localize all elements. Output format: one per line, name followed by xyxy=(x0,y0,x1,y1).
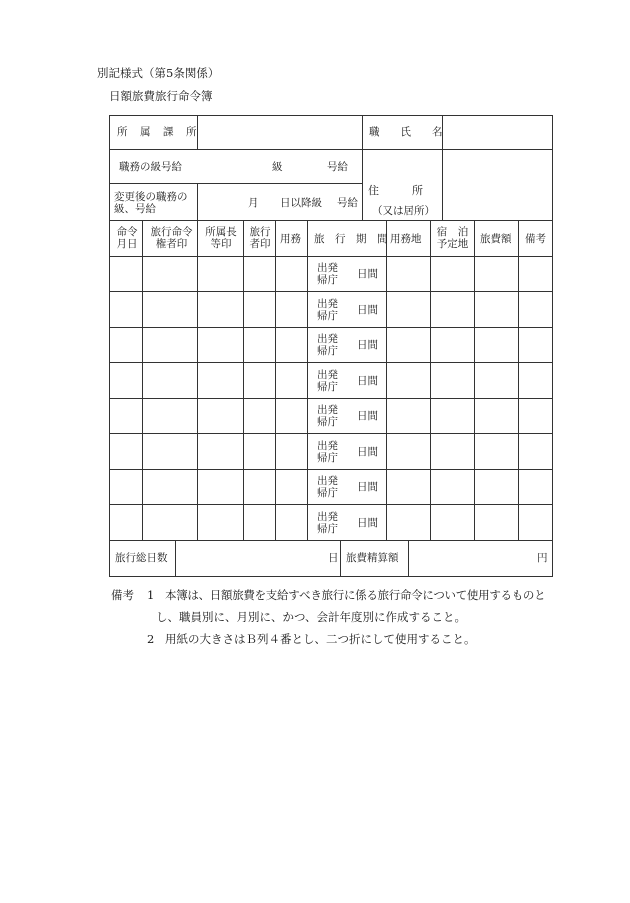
rule xyxy=(142,220,143,541)
depart-label: 出発 xyxy=(317,369,338,381)
rule xyxy=(109,469,553,470)
col-period: 旅 行 期 間 xyxy=(314,233,388,245)
table-border-left xyxy=(109,115,110,577)
rule xyxy=(109,220,553,221)
col-traveler-seal: 旅行者印 xyxy=(249,226,271,250)
pay-unit: 号給 xyxy=(327,161,348,173)
rule xyxy=(175,540,176,577)
rule xyxy=(109,327,553,328)
yen-unit: 円 xyxy=(537,552,548,564)
grade-label: 職務の級号給 xyxy=(119,161,182,173)
return-label: 帰庁 xyxy=(317,274,338,286)
rule xyxy=(275,220,276,541)
day-unit: 日 xyxy=(328,552,339,564)
depart-label: 出発 xyxy=(317,298,338,310)
return-label: 帰庁 xyxy=(317,345,338,357)
col-order-date: 命令月日 xyxy=(116,226,138,250)
rule xyxy=(109,183,362,184)
depart-label: 出発 xyxy=(317,440,338,452)
return-label: 帰庁 xyxy=(317,416,338,428)
rule xyxy=(386,220,387,541)
col-remarks: 備考 xyxy=(525,233,546,245)
rule xyxy=(109,256,553,257)
col-lodging-place: 宿 泊予定地 xyxy=(436,226,469,250)
days-label: 日間 xyxy=(357,481,378,493)
form-label: 別記様式（第5条関係） xyxy=(97,66,220,80)
total-days-label: 旅行総日数 xyxy=(115,552,168,564)
rule xyxy=(109,433,553,434)
rule xyxy=(243,220,244,541)
days-label: 日間 xyxy=(357,375,378,387)
col-travel-cost: 旅費額 xyxy=(480,233,512,245)
table-border-top xyxy=(109,115,553,116)
rule xyxy=(109,398,553,399)
address-label: 住 所 xyxy=(368,184,423,197)
return-label: 帰庁 xyxy=(317,523,338,535)
page-title: 日額旅費旅行命令簿 xyxy=(109,89,213,103)
rule xyxy=(307,220,308,541)
rule xyxy=(430,220,431,541)
return-label: 帰庁 xyxy=(317,310,338,322)
days-label: 日間 xyxy=(357,517,378,529)
position-name-label: 職 氏 名 xyxy=(369,126,443,138)
rule xyxy=(109,362,553,363)
rule xyxy=(362,115,363,221)
rule xyxy=(408,540,409,577)
table-border-right xyxy=(552,115,553,577)
depart-label: 出発 xyxy=(317,511,338,523)
return-label: 帰庁 xyxy=(317,452,338,464)
return-label: 帰庁 xyxy=(317,487,338,499)
rule xyxy=(474,220,475,541)
rule xyxy=(109,149,553,150)
rule xyxy=(197,183,198,221)
depart-label: 出発 xyxy=(317,333,338,345)
address-sub-label: （又は居所） xyxy=(372,205,435,217)
note-2-text: 用紙の大きさはＢ列４番とし、二つ折にして使用すること。 xyxy=(165,632,476,646)
depart-label: 出発 xyxy=(317,262,338,274)
grade-unit: 級 xyxy=(272,161,283,173)
note-1-line-1: 本簿は、日額旅費を支給すべき旅行に係る旅行命令について使用するものと xyxy=(165,588,546,602)
rule xyxy=(197,220,198,541)
col-business: 用務 xyxy=(280,233,301,245)
days-label: 日間 xyxy=(357,410,378,422)
days-label: 日間 xyxy=(357,446,378,458)
changed-grade-label: 変更後の職務の級、号給 xyxy=(114,191,188,215)
settlement-label: 旅費精算額 xyxy=(346,552,399,564)
rule xyxy=(340,540,341,577)
month-unit: 月 xyxy=(248,197,259,209)
note-1-line-2: し、職員別に、月別に、かつ、会計年度別に作成すること。 xyxy=(156,610,467,624)
pay-unit-2: 号給 xyxy=(337,197,358,209)
depart-label: 出発 xyxy=(317,475,338,487)
rule xyxy=(109,504,553,505)
affiliation-label: 所 属 課 所 xyxy=(117,126,198,138)
col-order-authority: 旅行命令権者印 xyxy=(150,226,193,250)
rule xyxy=(518,220,519,541)
days-label: 日間 xyxy=(357,268,378,280)
rule xyxy=(109,291,553,292)
notes-heading: 備考 xyxy=(111,588,134,602)
note-2-number: 2 xyxy=(147,632,155,646)
note-1-number: 1 xyxy=(147,588,155,602)
days-label: 日間 xyxy=(357,304,378,316)
days-label: 日間 xyxy=(357,339,378,351)
col-chief-seal: 所属長等印 xyxy=(205,226,237,250)
day-after-text: 日以降級 xyxy=(280,197,322,209)
depart-label: 出発 xyxy=(317,404,338,416)
col-business-place: 用務地 xyxy=(390,233,422,245)
return-label: 帰庁 xyxy=(317,381,338,393)
